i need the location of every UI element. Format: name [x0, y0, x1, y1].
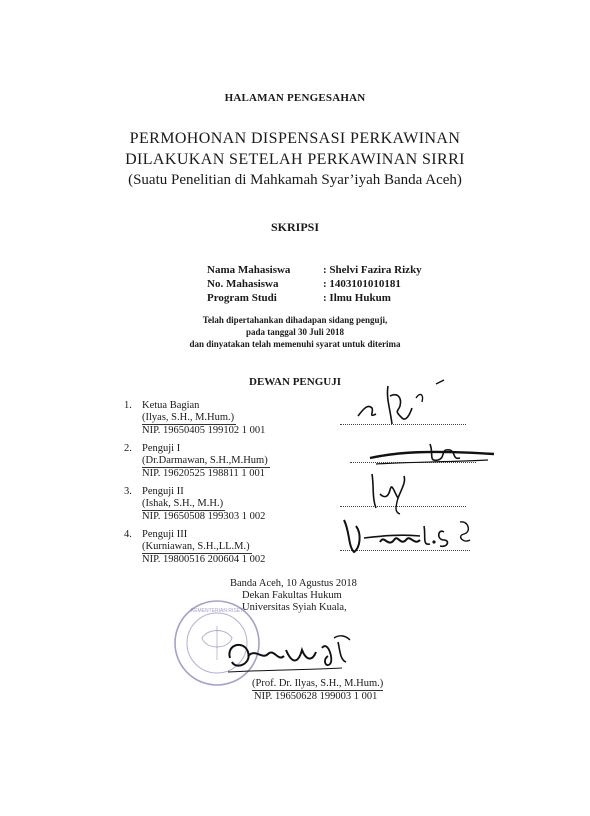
approval-university: Universitas Syiah Kuala, — [242, 602, 347, 613]
student-number-label: No. Mahasiswa — [207, 278, 279, 290]
dean-approval — [230, 578, 383, 703]
defense-line-2: pada tanggal 30 Juli 2018 — [245, 327, 345, 337]
defense-line-1: Telah dipertahankan dihadapan sidang penguji, — [202, 315, 388, 325]
student-name-row — [207, 263, 422, 277]
examiner-nip: NIP. 19650508 199303 1 002 — [142, 511, 266, 522]
examiner-number: 1. — [124, 400, 132, 411]
examiner-role: Ketua Bagian — [142, 400, 200, 411]
approval-place-date: Banda Aceh, 10 Agustus 2018 — [230, 578, 357, 589]
examiner-nip: NIP. 19650405 199102 1 001 — [142, 425, 266, 436]
page-heading: HALAMAN PENGESAHAN — [224, 92, 366, 104]
thesis-title-line-3: (Suatu Penelitian di Mahkamah Syar’iyah Banda Aceh) — [128, 172, 462, 188]
examiner-item — [124, 400, 270, 437]
study-program-row — [207, 291, 422, 305]
study-program-label: Program Studi — [207, 292, 277, 304]
examiner-nip: NIP. 19620525 198811 1 001 — [142, 468, 265, 479]
examiner-item — [124, 443, 270, 480]
examiner-nip: NIP. 19800516 200604 1 002 — [142, 554, 266, 565]
study-program-value: : Ilmu Hukum — [323, 292, 391, 304]
dean-name: (Prof. Dr. Ilyas, S.H., M.Hum.) — [252, 678, 384, 689]
student-number-row — [207, 277, 422, 291]
examiner-name: (Ilyas, S.H., M.Hum.) — [142, 412, 235, 423]
examiner-item — [124, 486, 270, 523]
document-type: SKRIPSI — [270, 220, 320, 234]
examiner-role: Penguji II — [142, 486, 184, 497]
examiner-role: Penguji I — [142, 443, 181, 454]
student-name-value: : Shelvi Fazira Rizky — [323, 264, 422, 276]
approval-position: Dekan Fakultas Hukum — [242, 590, 342, 601]
examiner-number: 2. — [124, 443, 132, 454]
signature-1 — [350, 378, 460, 430]
dean-nip: NIP. 19650628 199003 1 001 — [254, 691, 378, 702]
examiner-list — [124, 400, 270, 572]
signature-4 — [340, 512, 490, 558]
signature-3 — [366, 468, 426, 516]
thesis-title-line-2: DILAKUKAN SETELAH PERKAWINAN SIRRI — [125, 151, 465, 168]
thesis-title-line-1: PERMOHONAN DISPENSASI PERKAWINAN — [129, 130, 461, 147]
signature-2 — [368, 440, 500, 468]
examiner-role: Penguji III — [142, 529, 188, 540]
committee-title: DEWAN PENGUJI — [249, 376, 341, 388]
defense-line-3: dan dinyatakan telah memenuhi syarat untuk diterima — [189, 339, 401, 349]
examiner-name: (Dr.Darmawan, S.H.,M.Hum) — [142, 455, 268, 466]
student-name-label: Nama Mahasiswa — [207, 264, 291, 276]
examiner-name: (Kurniawan, S.H.,LL.M.) — [142, 541, 250, 552]
student-info — [207, 263, 422, 305]
student-number-value: : 1403101010181 — [323, 278, 401, 290]
examiner-item — [124, 529, 270, 566]
examiner-name: (Ishak, S.H., M.H.) — [142, 498, 224, 509]
svg-text:KEMENTERIAN RISET: KEMENTERIAN RISET — [190, 608, 244, 614]
examiner-number: 3. — [124, 486, 132, 497]
examiner-number: 4. — [124, 529, 132, 540]
